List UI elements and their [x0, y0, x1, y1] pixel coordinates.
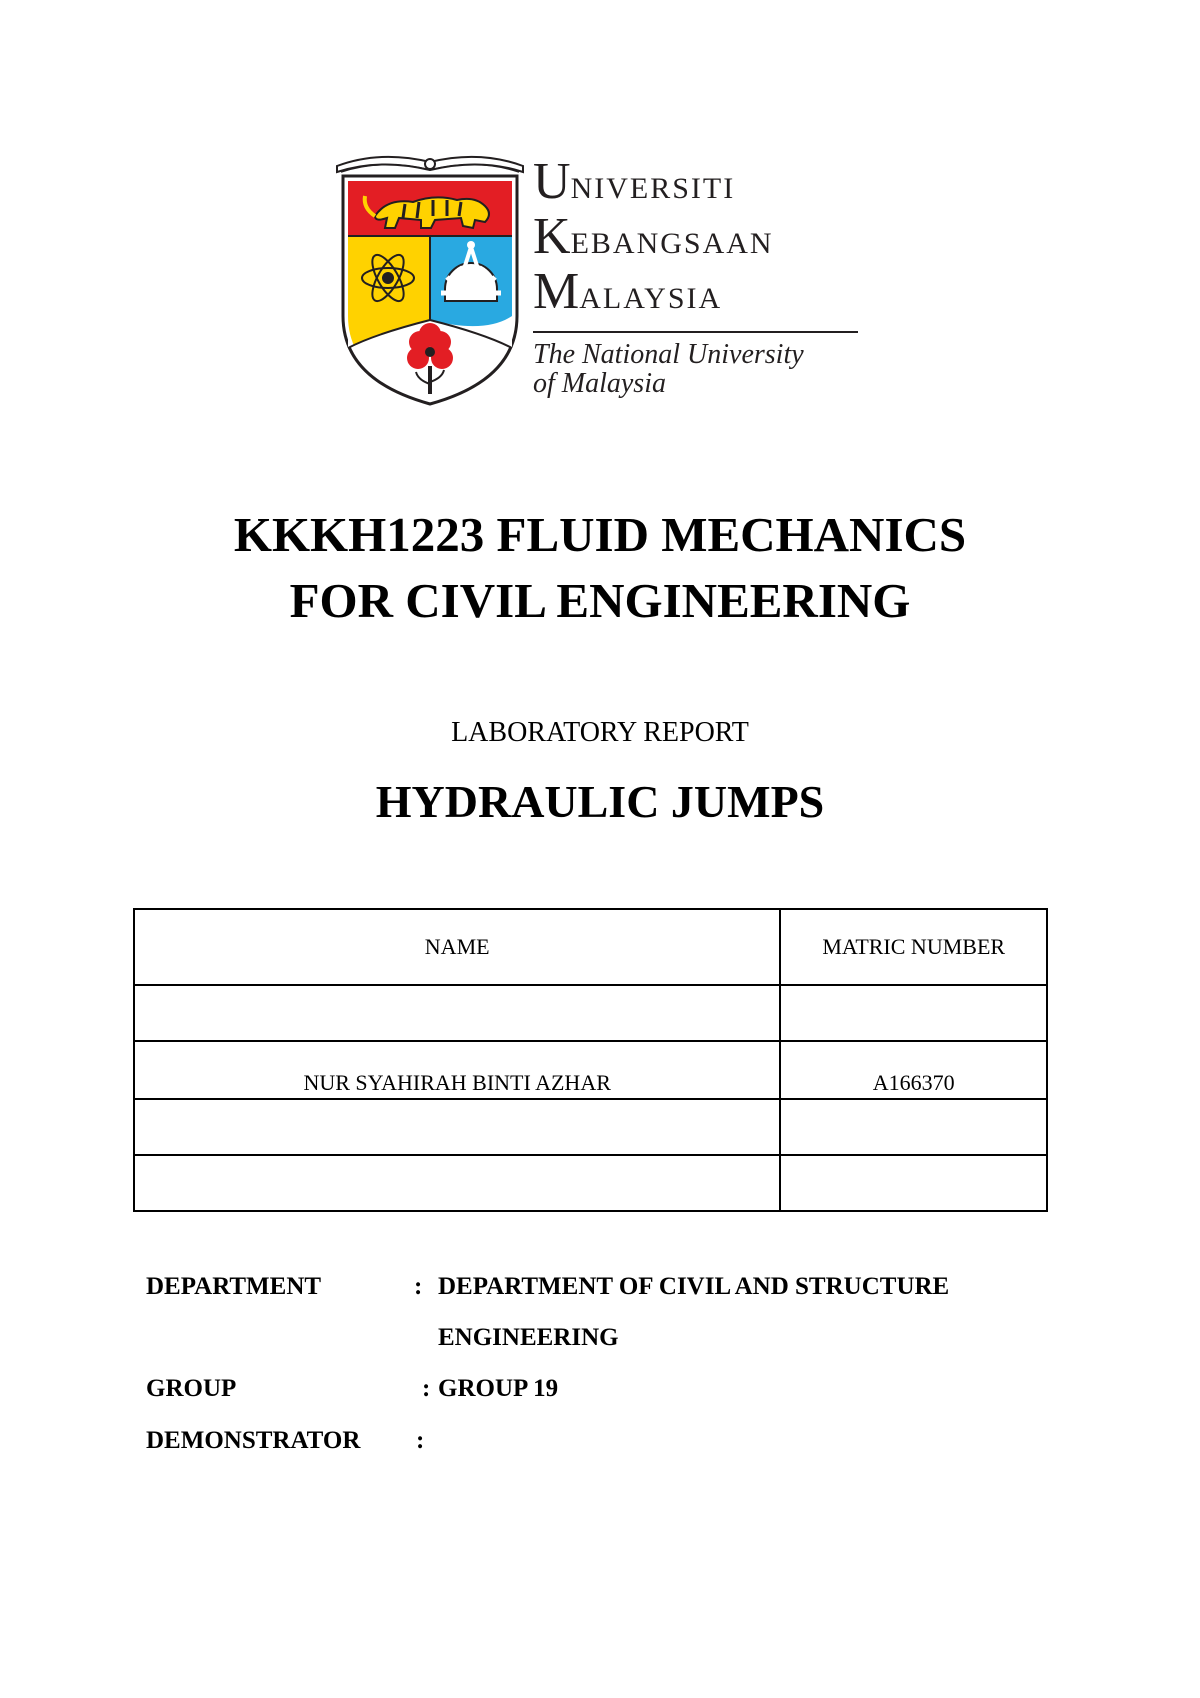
matric-cell [780, 1155, 1047, 1211]
name-cell [134, 985, 780, 1041]
university-tagline-line-1: The National University [533, 339, 804, 370]
members-table [133, 908, 1048, 1212]
department-label: DEPARTMENT [146, 1273, 322, 1300]
demonstrator-label: DEMONSTRATOR [146, 1427, 361, 1454]
name-column-header: NAME [134, 909, 780, 985]
group-value: GROUP 19 [438, 1375, 559, 1402]
group-label: GROUP [146, 1375, 237, 1402]
department-value-line-1: DEPARTMENT OF CIVIL AND STRUCTURE [438, 1273, 950, 1300]
matric-cell [780, 985, 1047, 1041]
university-name-line-1: UNIVERSITI [533, 153, 736, 210]
department-value-line-2: ENGINEERING [438, 1324, 619, 1351]
matric-cell: A166370 [780, 1041, 1047, 1099]
university-tagline-line-2: of Malaysia [533, 368, 666, 399]
name-cell: NUR SYAHIRAH BINTI AZHAR [134, 1041, 780, 1099]
table-header-row [134, 909, 1047, 985]
report-title: HYDRAULIC JUMPS [375, 776, 825, 827]
course-title-line-1: KKKH1223 FLUID MECHANICS [233, 507, 967, 562]
table-row [134, 985, 1047, 1041]
report-type: LABORATORY REPORT [451, 717, 749, 748]
table-row [134, 1099, 1047, 1155]
logo-divider [533, 331, 858, 333]
name-cell [134, 1155, 780, 1211]
university-name-line-3: MALAYSIA [533, 263, 723, 320]
university-logo [335, 148, 875, 408]
matric-cell [780, 1099, 1047, 1155]
university-name-line-2: KEBANGSAAN [533, 208, 774, 265]
university-crest-icon [335, 148, 525, 406]
department-separator: : [414, 1273, 423, 1300]
table-row [134, 1155, 1047, 1211]
name-cell [134, 1099, 780, 1155]
university-name [533, 153, 873, 321]
table-row [134, 1041, 1047, 1099]
course-title [0, 502, 1200, 634]
group-separator: : [422, 1375, 431, 1402]
matric-column-header: MATRIC NUMBER [780, 909, 1047, 985]
course-title-line-2: FOR CIVIL ENGINEERING [289, 573, 911, 628]
demonstrator-separator: : [416, 1427, 425, 1454]
university-tagline [533, 340, 804, 398]
